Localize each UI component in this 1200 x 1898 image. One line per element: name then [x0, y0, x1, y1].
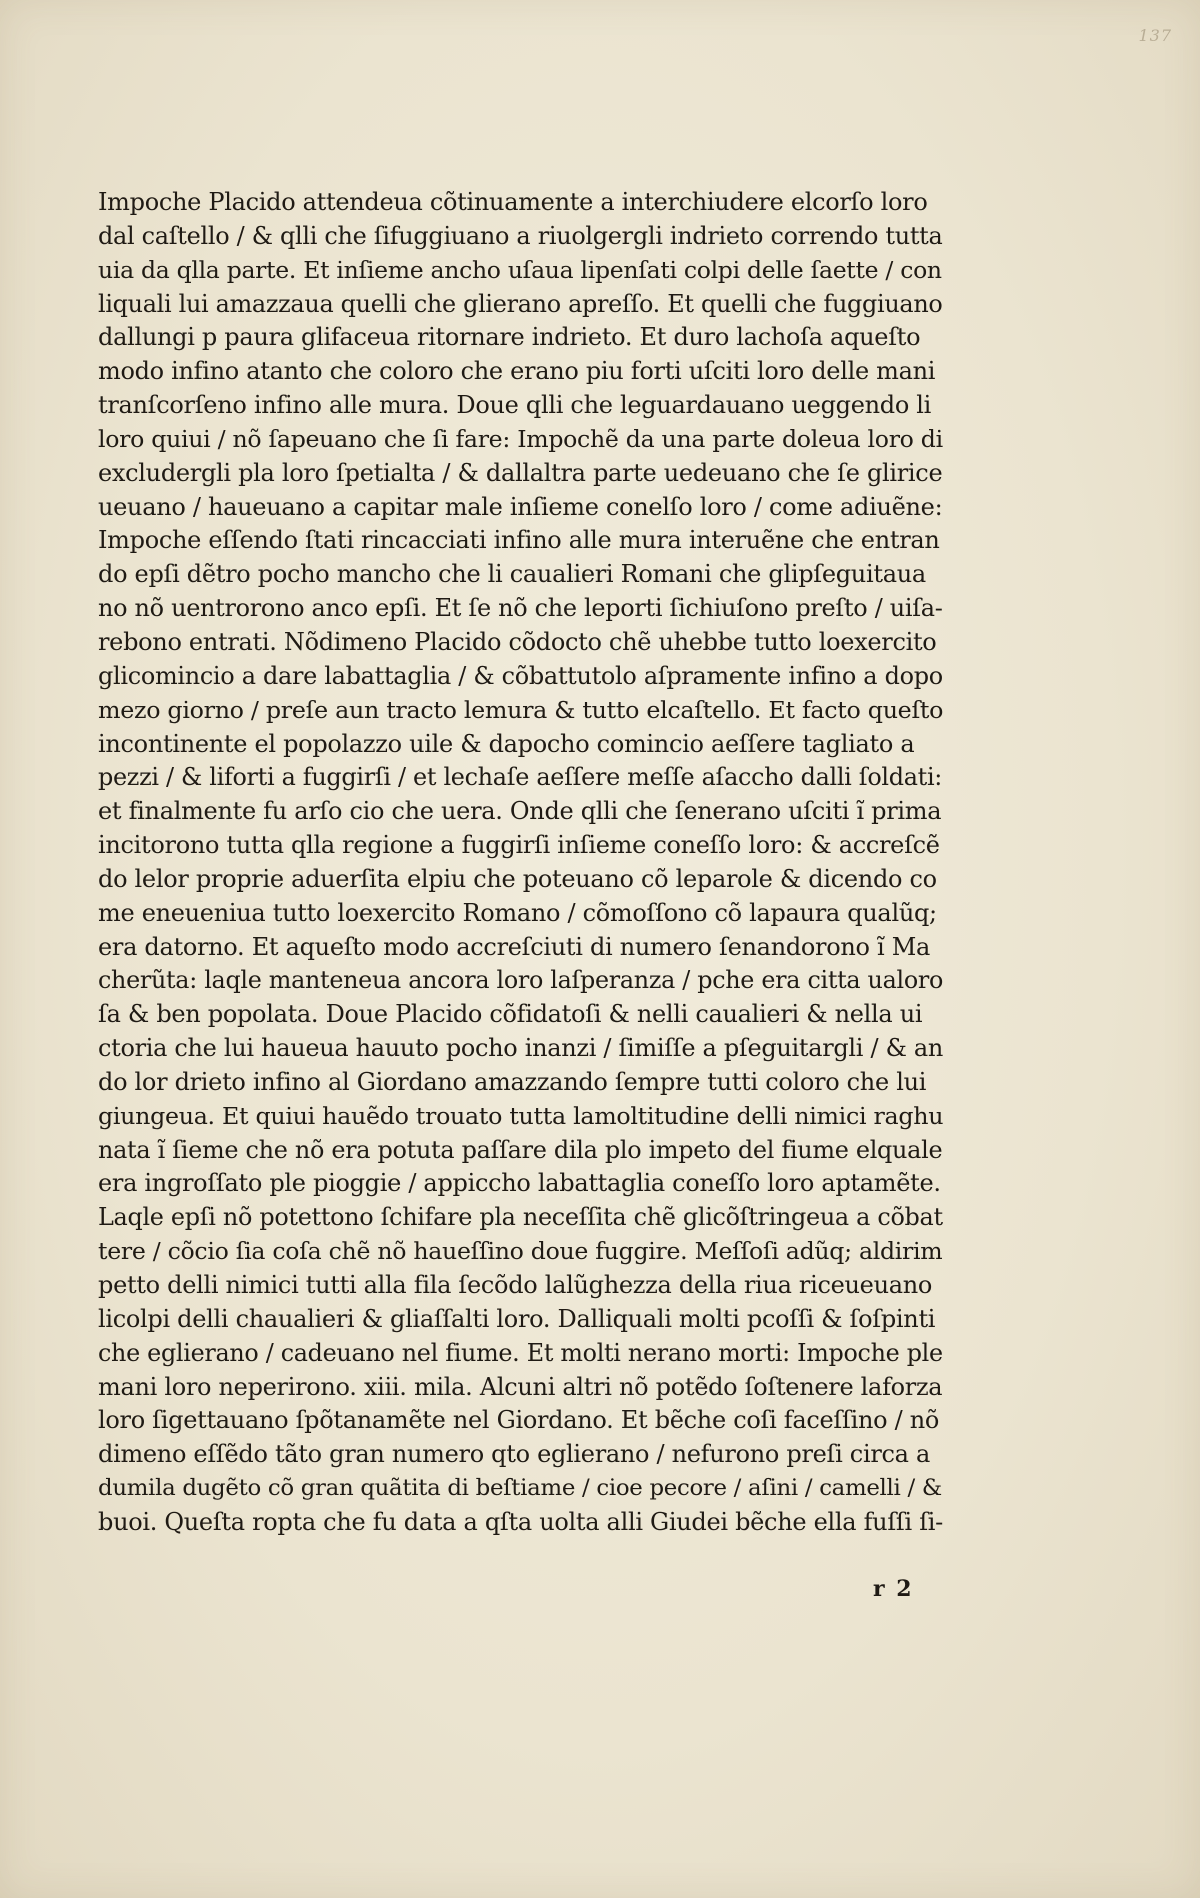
text-line: liquali lui amazzaua quelli che glierano apreſſo. Et quelli che fuggiuano	[98, 289, 943, 318]
text-line: cherũta: laqle manteneua ancora loro laſperanza / pche era citta ualoro	[98, 966, 943, 995]
text-line: che eglierano / cadeuano nel fiume. Et molti nerano morti: Impoche ple	[98, 1338, 943, 1367]
text-line: incitorono tutta qlla regione a fuggirſi inſieme coneſſo loro: & accreſcẽ	[98, 831, 940, 860]
text-line: excludergli pla loro ſpetialta / & dallaltra parte uedeuano che ſe glirice	[98, 458, 943, 487]
text-line: loro ſigettauano ſpõtanamẽte nel Giordano. Et bẽche coſi faceſſino / nõ	[98, 1406, 940, 1435]
text-line: ctoria che lui haueua hauuto pocho inanzi / ſimiſſe a pſeguitargli / & an	[98, 1034, 943, 1063]
text-line: do epſi dẽtro pocho mancho che li caualieri Romani che glipſeguitaua	[98, 560, 926, 589]
signature-mark: r 2	[873, 1576, 914, 1602]
text-line: dumila dugẽto cõ gran quãtita di beſtiame / cioe pecore / aſini / camelli / &	[98, 1475, 942, 1502]
text-line: buoi. Queſta ropta che fu data a qſta uolta alli Giudei bẽche ella fuſſi ſi-	[98, 1507, 943, 1536]
text-line: Impoche eſſendo ſtati rincacciati infino alle mura interuẽne che entran	[98, 526, 940, 555]
text-line: era ingroſſato ple pioggie / appiccho labattaglia coneſſo loro aptamẽte.	[98, 1169, 941, 1198]
text-line: ſa & ben popolata. Doue Placido cõfidatoſi & nelli caualieri & nella ui	[98, 1000, 923, 1029]
text-line: mani loro neperirono. xiii. mila. Alcuni altri nõ potẽdo ſoſtenere laforza	[98, 1372, 943, 1401]
text-line: ueuano / haueuano a capitar male inſieme conelſo loro / come adiuẽne:	[98, 492, 943, 521]
folio-number: 137	[1138, 26, 1172, 45]
text-line: do lor drieto infino al Giordano amazzando ſempre tutti coloro che lui	[98, 1067, 927, 1096]
text-line: dal caſtello / & qlli che ſifuggiuano a riuolgergli indrieto correndo tutta	[98, 221, 943, 250]
text-block	[98, 186, 943, 1540]
text-line: Impoche Placido attendeua cõtinuamente a interchiudere elcorſo loro	[98, 188, 928, 216]
text-line: licolpi delli chaualieri & gliaſſalti loro. Dalliquali molti pcoſſi & ſoſpinti	[98, 1304, 936, 1333]
text-line: et finalmente fu arſo cio che uera. Onde qlli che ſenerano uſciti ĩ prima	[98, 797, 942, 826]
text-line: tere / cõcio ſia coſa chẽ nõ haueſſino doue fuggire. Meſſoſi adũq; aldirim	[98, 1237, 943, 1266]
text-line: pezzi / & liforti a fuggirſi / et lechaſe aeſſere meſſe aſaccho dalli ſoldati:	[98, 763, 943, 792]
text-line: Laqle epſi nõ potettono ſchifare pla neceſſita chẽ glicõſtringeua a cõbat	[98, 1203, 943, 1232]
text-line: mezo giorno / preſe aun tracto lemura & tutto elcaſtello. Et facto queſto	[98, 695, 943, 724]
text-line: uia da qlla parte. Et inſieme ancho uſaua lipenſati colpi delle ſaette / con	[98, 255, 942, 284]
text-line: rebono entrati. Nõdimeno Placido cõdocto chẽ uhebbe tutto loexercito	[98, 627, 937, 656]
text-line: dallungi p paura glifaceua ritornare indrieto. Et duro lachoſa aqueſto	[98, 323, 921, 352]
text-line: glicomincio a dare labattaglia / & cõbattutolo aſpramente infino a dopo	[98, 661, 943, 690]
text-line: nata ĩ ſieme che nõ era potuta paſſare dila plo impeto del fiume elquale	[98, 1135, 943, 1164]
text-line: dimeno eſſẽdo tãto gran numero qto eglierano / nefurono preſi circa a	[98, 1440, 930, 1469]
text-line: no nõ uentrorono anco epſi. Et ſe nõ che leporti ſichiuſono preſto / uiſa-	[98, 594, 943, 623]
text-line: modo infino atanto che coloro che erano piu forti uſciti loro delle mani	[98, 357, 936, 386]
text-line: do lelor proprie aduerſita elpiu che poteuano cõ leparole & dicendo co	[98, 864, 937, 893]
text-line: petto delli nimici tutti alla fila ſecõdo lalũghezza della riua riceueuano	[98, 1271, 933, 1299]
text-line: era datorno. Et aqueſto modo accreſciuti di numero ſenandorono ĩ Ma	[98, 932, 931, 961]
text-line: loro quiui / nõ ſapeuano che ſi fare: Impochẽ da una parte doleua loro di	[98, 424, 943, 453]
text-line: incontinente el popolazzo uile & dapocho comincio aeſſere tagliato a	[98, 729, 915, 758]
text-line: giungeua. Et quiui hauẽdo trouato tutta lamoltitudine delli nimici raghu	[98, 1101, 943, 1130]
text-line: me eneueniua tutto loexercito Romano / cõmoſſono cõ lapaura qualũq;	[98, 898, 937, 927]
text-line: tranſcorſeno infino alle mura. Doue qlli che leguardauano ueggendo li	[98, 391, 932, 420]
